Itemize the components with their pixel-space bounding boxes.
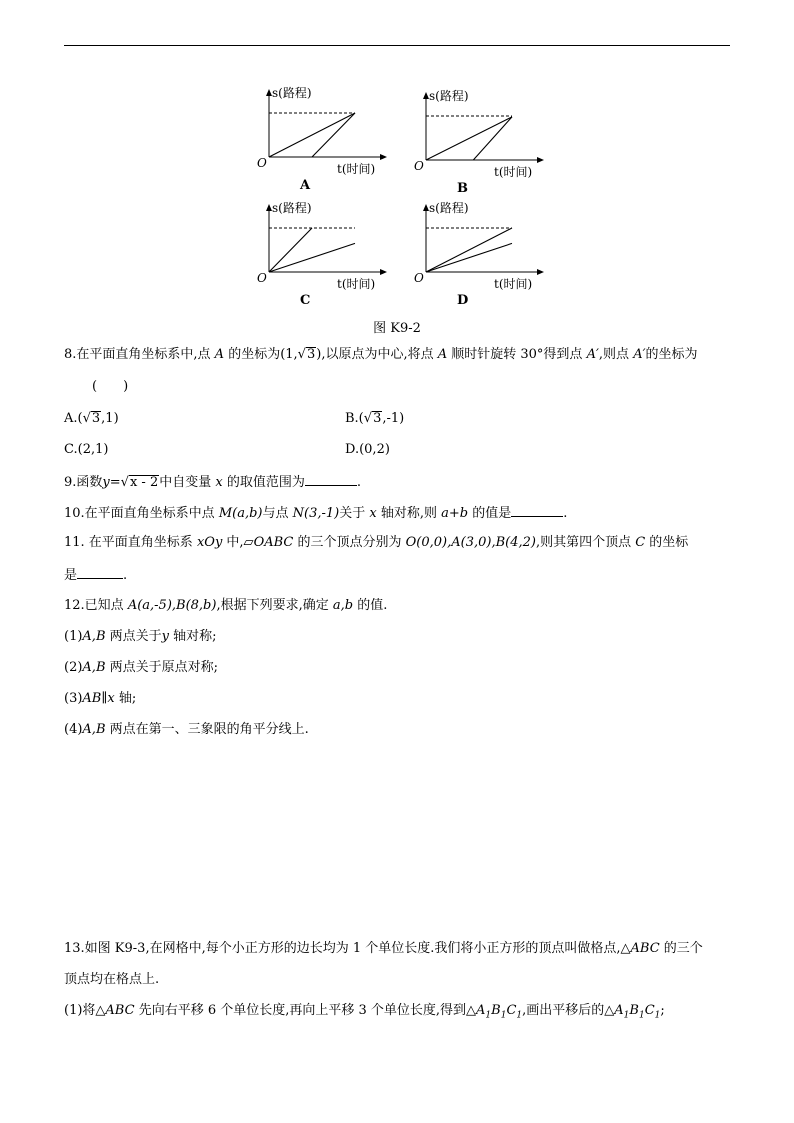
graph-svg xyxy=(412,200,542,308)
graph-label: C xyxy=(300,293,311,308)
q12-part2 xyxy=(64,659,218,677)
q9-eq: = xyxy=(109,475,121,490)
q12-p2-ab: A,B xyxy=(82,660,106,675)
q12-p4-ab: A,B xyxy=(82,722,106,737)
q10-mid: 与点 xyxy=(262,506,293,521)
q9-answer-blank[interactable] xyxy=(305,472,357,486)
graph-c xyxy=(255,200,385,309)
q8-answer-paren: ( ) xyxy=(92,379,129,394)
x-axis-arrow xyxy=(537,157,544,163)
q13-p1-a1b1c1: $A_1B_1C_1$ xyxy=(476,1003,523,1021)
q13-p1-a: (1)将△ xyxy=(64,1003,106,1018)
graph-svg xyxy=(412,88,542,196)
q11-line1 xyxy=(64,534,688,552)
graph-line-1 xyxy=(269,113,355,157)
x-axis-label: t(时间) xyxy=(494,277,533,291)
q13-p1-c: ,画出平移后的△ xyxy=(522,1003,615,1018)
q12-p3-ab: AB xyxy=(82,691,102,706)
q8-text-c: ),以原点为中心,将点 xyxy=(316,347,438,362)
x-axis-label: t(时间) xyxy=(494,165,533,179)
q8-opt-b-suffix: ,-1) xyxy=(382,411,405,426)
q8-point-aprime: A′ xyxy=(586,347,599,362)
q9-end: . xyxy=(356,475,361,490)
origin-label: O xyxy=(257,271,267,285)
q8-text-d: 顺时针旋转 30°得到点 xyxy=(447,347,587,362)
q11-mid2: 的三个顶点分别为 xyxy=(293,535,406,550)
q10-point-m: M(a,b) xyxy=(218,506,263,521)
q11-end: . xyxy=(123,568,128,583)
q12-part4 xyxy=(64,721,309,739)
q13-part1 xyxy=(64,1002,665,1025)
q8-text-a: 8.在平面直角坐标系中,点 xyxy=(64,347,215,362)
q8-opt-b-prefix: B.( xyxy=(345,411,364,426)
q11-suffix: 的坐标 xyxy=(645,535,689,550)
sqrt-sign: √ xyxy=(363,411,373,426)
graph-line-1 xyxy=(426,243,512,272)
q8-option-b xyxy=(345,410,404,428)
sqrt-sign: √ xyxy=(82,411,91,426)
graph-line-1 xyxy=(269,243,355,272)
q9-x: x xyxy=(215,475,223,490)
q10-answer-blank[interactable] xyxy=(511,503,563,517)
q8-stem xyxy=(64,346,698,364)
q11-answer-blank[interactable] xyxy=(77,565,123,579)
q12-p4-text: 两点在第一、三象限的角平分线上. xyxy=(105,722,309,737)
q12-p1-end: 轴对称; xyxy=(169,629,217,644)
q12-p3-parallel: ∥ xyxy=(101,691,108,706)
q12-stem-prefix: 12.已知点 xyxy=(64,598,128,613)
q9-y: y xyxy=(102,475,110,490)
q8-text-e: ,则点 xyxy=(598,347,634,362)
q8-text-b: 的坐标为(1, xyxy=(224,347,298,362)
q12-p1-y: y xyxy=(161,629,169,644)
x-axis-arrow xyxy=(537,269,544,275)
q12-p1-text: 两点关于 xyxy=(105,629,162,644)
q12-p2-text: 两点关于原点对称; xyxy=(105,660,219,675)
q8-option-c: C.(2,1) xyxy=(64,442,109,457)
q12-stem-mid: ,根据下列要求,确定 xyxy=(216,598,333,613)
q13-abc: ABC xyxy=(630,941,660,956)
q8-point-aprime-2: A′ xyxy=(633,347,646,362)
q11-mid: 中,▱ xyxy=(222,535,254,550)
q10-end: . xyxy=(563,506,568,521)
q9-suffix-a: 中自变量 xyxy=(159,475,216,490)
q13-line1 xyxy=(64,940,703,958)
q8-option-a xyxy=(64,410,119,428)
graph-label: D xyxy=(457,293,469,308)
graph-label: A xyxy=(300,178,311,193)
y-axis-label: s(路程) xyxy=(272,201,312,215)
q10-prefix: 10.在平面直角坐标系中点 xyxy=(64,506,219,521)
q10-point-n: N(3,-1) xyxy=(292,506,340,521)
graph-a xyxy=(255,85,385,194)
q12-p1-ab: A,B xyxy=(82,629,106,644)
q12-p2-num: (2) xyxy=(64,660,83,675)
q10-x: x xyxy=(369,506,377,521)
q8-point-a-2: A xyxy=(437,347,448,362)
q12-stem xyxy=(64,597,387,615)
q13-p1-abc: ABC xyxy=(105,1003,135,1018)
q10-ab: a+b xyxy=(441,506,469,521)
q11-c: C xyxy=(635,535,646,550)
q10-mid3: 轴对称,则 xyxy=(376,506,442,521)
x-axis-label: t(时间) xyxy=(337,277,376,291)
graph-label: B xyxy=(457,181,468,196)
x-axis-label: t(时间) xyxy=(337,162,376,176)
graph-b xyxy=(412,88,542,197)
q12-part3 xyxy=(64,690,136,708)
q11-line2-text: 是 xyxy=(64,568,78,583)
q11-line2 xyxy=(64,565,127,585)
q11-points: O(0,0),A(3,0),B(4,2) xyxy=(405,535,536,550)
sqrt-sign: √ xyxy=(120,475,129,490)
q13-line1-b: 的三个 xyxy=(659,941,703,956)
q13-p1-end: ; xyxy=(660,1003,665,1018)
q8-text-f: 的坐标为 xyxy=(645,347,698,362)
q10 xyxy=(64,503,567,523)
q9-radicand: x - 2 xyxy=(129,475,159,490)
q8-opt-a-prefix: A.( xyxy=(64,411,83,426)
q8-point-a: A xyxy=(214,347,225,362)
x-axis-arrow xyxy=(380,154,387,160)
q9-prefix: 9.函数 xyxy=(64,475,103,490)
q8-opt-a-sqrt: 3 xyxy=(91,411,101,426)
origin-label: O xyxy=(414,159,424,173)
q10-suffix: 的值是 xyxy=(468,506,512,521)
x-axis-arrow xyxy=(380,269,387,275)
q8-option-d: D.(0,2) xyxy=(345,442,390,457)
q13-line1-a: 13.如图 K9-3,在网格中,每个小正方形的边长均为 1 个单位长度.我们将小正方形的顶点叫做格点,△ xyxy=(64,941,631,956)
y-axis-label: s(路程) xyxy=(272,86,312,100)
q12-p3-end: 轴; xyxy=(114,691,137,706)
q12-p3-num: (3) xyxy=(64,691,83,706)
origin-label: O xyxy=(257,156,267,170)
graph-line-2 xyxy=(473,117,512,160)
q11-xoy: xOy xyxy=(196,535,223,550)
q12-stem-suffix: 的值. xyxy=(353,598,388,613)
q12-p4-num: (4) xyxy=(64,722,83,737)
q9-suffix-b: 的取值范围为 xyxy=(222,475,305,490)
q13-p1-b: 先向右平移 6 个单位长度,再向上平移 3 个单位长度,得到△ xyxy=(134,1003,477,1018)
q12-ab: a,b xyxy=(332,598,354,613)
q8-opt-a-suffix: ,1) xyxy=(101,411,119,426)
y-axis-label: s(路程) xyxy=(429,89,469,103)
q8-sqrt3: 3 xyxy=(306,347,316,362)
q8-opt-b-sqrt: 3 xyxy=(373,411,382,426)
graph-line-1 xyxy=(426,117,512,160)
q13-p1-a1b1c1-2: $A_1B_1C_1$ xyxy=(614,1003,661,1021)
figure-caption: 图 K9-2 xyxy=(373,321,421,336)
q12-p3-x: x xyxy=(107,691,115,706)
graph-d xyxy=(412,200,542,309)
q12-points: A(a,-5),B(8,b) xyxy=(127,598,217,613)
header-rule xyxy=(64,45,730,46)
graph-svg xyxy=(255,85,385,193)
graph-line-2 xyxy=(426,228,512,272)
q12-p1-num: (1) xyxy=(64,629,83,644)
graph-svg xyxy=(255,200,385,308)
q11-oabc: OABC xyxy=(253,535,294,550)
q13-line2: 顶点均在格点上. xyxy=(64,972,160,987)
origin-label: O xyxy=(414,271,424,285)
sqrt-sign: √ xyxy=(297,347,306,362)
graph-line-2 xyxy=(312,113,355,157)
y-axis-label: s(路程) xyxy=(429,201,469,215)
q9 xyxy=(64,472,361,492)
q10-mid2: 关于 xyxy=(339,506,370,521)
q12-part1 xyxy=(64,628,217,646)
q11-prefix: 11. 在平面直角坐标系 xyxy=(64,535,197,550)
q11-mid3: ,则其第四个顶点 xyxy=(535,535,636,550)
